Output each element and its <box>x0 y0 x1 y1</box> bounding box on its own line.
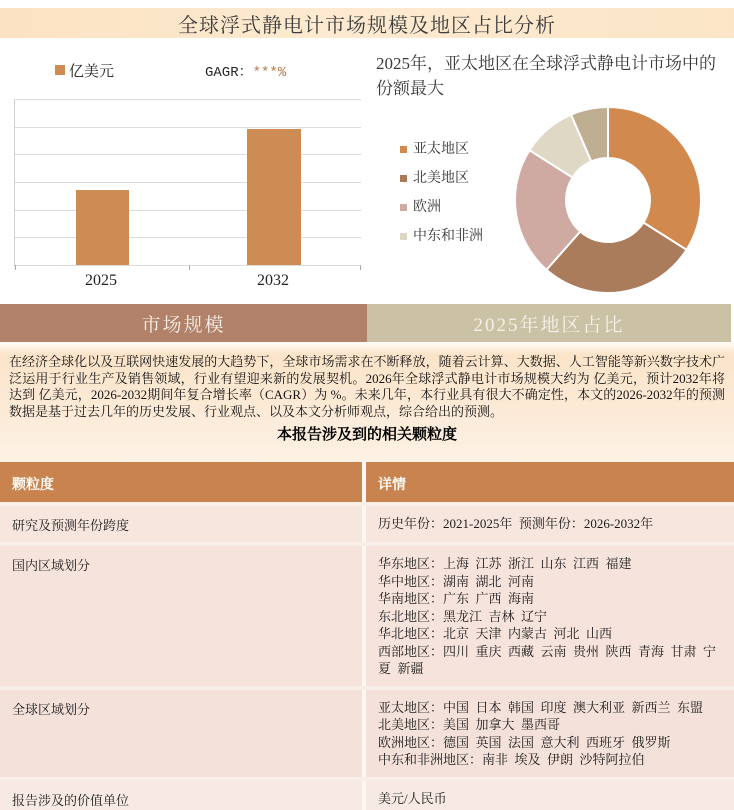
detail-line: 华中地区：湖南 湖北 河南 <box>378 573 535 589</box>
row-detail <box>366 690 734 777</box>
gridline <box>15 154 361 155</box>
cagr-label: GAGR： <box>205 65 253 81</box>
tab-market-size[interactable] <box>0 304 367 342</box>
detail-line: 美元/人民币 <box>378 790 447 806</box>
gridline <box>15 99 361 100</box>
gridline <box>15 182 361 183</box>
x-axis-label: 2025 <box>85 272 117 289</box>
donut-chart <box>514 106 702 294</box>
x-axis-label: 2032 <box>257 272 289 289</box>
cagr-masked-value: ***% <box>252 65 287 81</box>
bar-legend-label: 亿美元 <box>69 64 115 80</box>
legend-item <box>400 228 488 245</box>
row-label: 全球区域划分 <box>0 690 362 777</box>
bar-chart-legend <box>0 58 368 80</box>
legend-swatch-icon <box>400 175 407 182</box>
detail-line: 历史年份：2021-2025年 预测年份：2026-2032年 <box>378 516 654 531</box>
granularity-table <box>0 462 734 810</box>
bar-2032 <box>247 129 301 265</box>
gridline <box>15 237 361 238</box>
description-section <box>0 342 734 462</box>
table-header-row <box>0 462 734 502</box>
table-header-granularity: 颗粒度 <box>0 462 362 502</box>
description-paragraph: 在经济全球化以及互联网快速发展的大趋势下，全球市场需求在不断释放，随着云计算、大数据、人工智能等新兴数字技术广泛运用于行业生产及销售领域，行业有望迎来新的发展契机。2026年全球浮式静电计市场规模大约为 亿美元，预计2032年将达到 亿美元，2026-2032期间年复合增长率（CAGR）为 %。未来几年，本行业具有很大不确定性，本文的2026-2032年的预测数据是基于过去几年的历史发展、行业观点、以及本文分析师观点，综合给出的预测。 <box>9 354 725 419</box>
detail-line: 华南地区：广东 广西 海南 <box>378 591 535 606</box>
donut-chart-title: 2025年，亚太地区在全球浮式静电计市场中的份额最大 <box>376 54 716 98</box>
bar-chart-plot <box>14 99 361 266</box>
legend-label: 北美地区 <box>413 171 469 186</box>
page-title: 全球浮式静电计市场规模及地区占比分析 <box>178 14 556 37</box>
table-row <box>0 506 734 542</box>
detail-line: 华北地区：北京 天津 内蒙古 河北 山西 <box>378 626 613 641</box>
detail-line: 西部地区：四川 重庆 西藏 云南 贵州 陕西 青海 甘肃 宁夏 新疆 <box>378 643 717 676</box>
legend-swatch-icon <box>400 146 407 153</box>
detail-line: 亚太地区：中国 日本 韩国 印度 澳大利亚 新西兰 东盟 <box>378 699 704 715</box>
legend-label: 中东和非洲 <box>413 229 483 244</box>
row-label: 研究及预测年份跨度 <box>0 506 362 542</box>
bar-legend-swatch-icon <box>55 65 65 75</box>
gridline <box>15 210 361 211</box>
legend-swatch-icon <box>400 233 407 240</box>
table-row <box>0 546 734 686</box>
detail-line: 北美地区：美国 加拿大 墨西哥 <box>378 717 561 732</box>
row-label: 国内区域划分 <box>0 546 362 686</box>
bar-2025 <box>76 190 129 265</box>
row-detail <box>366 546 734 686</box>
row-detail <box>366 781 734 810</box>
axis-tick <box>15 265 16 270</box>
legend-label: 欧洲 <box>413 200 441 215</box>
donut-chart-legend <box>400 141 488 257</box>
tab-region-share[interactable] <box>367 304 731 342</box>
tab-market-size-label: 市场规模 <box>141 314 226 336</box>
detail-line: 东北地区：黑龙江 吉林 辽宁 <box>378 608 548 624</box>
table-row <box>0 690 734 777</box>
legend-swatch-icon <box>400 204 407 211</box>
detail-line: 中东和非洲地区：南非 埃及 伊朗 沙特阿拉伯 <box>378 752 645 767</box>
legend-item <box>400 170 488 187</box>
table-row <box>0 781 734 810</box>
detail-line: 欧洲地区：德国 英国 法国 意大利 西班牙 俄罗斯 <box>378 734 671 750</box>
legend-item <box>400 141 488 158</box>
page-header <box>0 8 734 38</box>
tab-region-share-label: 2025年地区占比 <box>473 314 625 336</box>
detail-line: 华东地区：上海 江苏 浙江 山东 江西 福建 <box>378 556 632 571</box>
cagr-text <box>205 61 286 81</box>
table-caption: 本报告涉及到的相关颗粒度 <box>276 427 457 444</box>
axis-tick <box>360 265 361 270</box>
axis-tick <box>189 265 190 270</box>
gridline <box>15 265 361 266</box>
gridline <box>15 127 361 128</box>
legend-label: 亚太地区 <box>413 142 469 157</box>
row-label: 报告涉及的价值单位 <box>0 781 362 810</box>
row-detail <box>366 506 734 542</box>
table-header-detail: 详情 <box>366 462 734 502</box>
legend-item <box>400 199 488 216</box>
